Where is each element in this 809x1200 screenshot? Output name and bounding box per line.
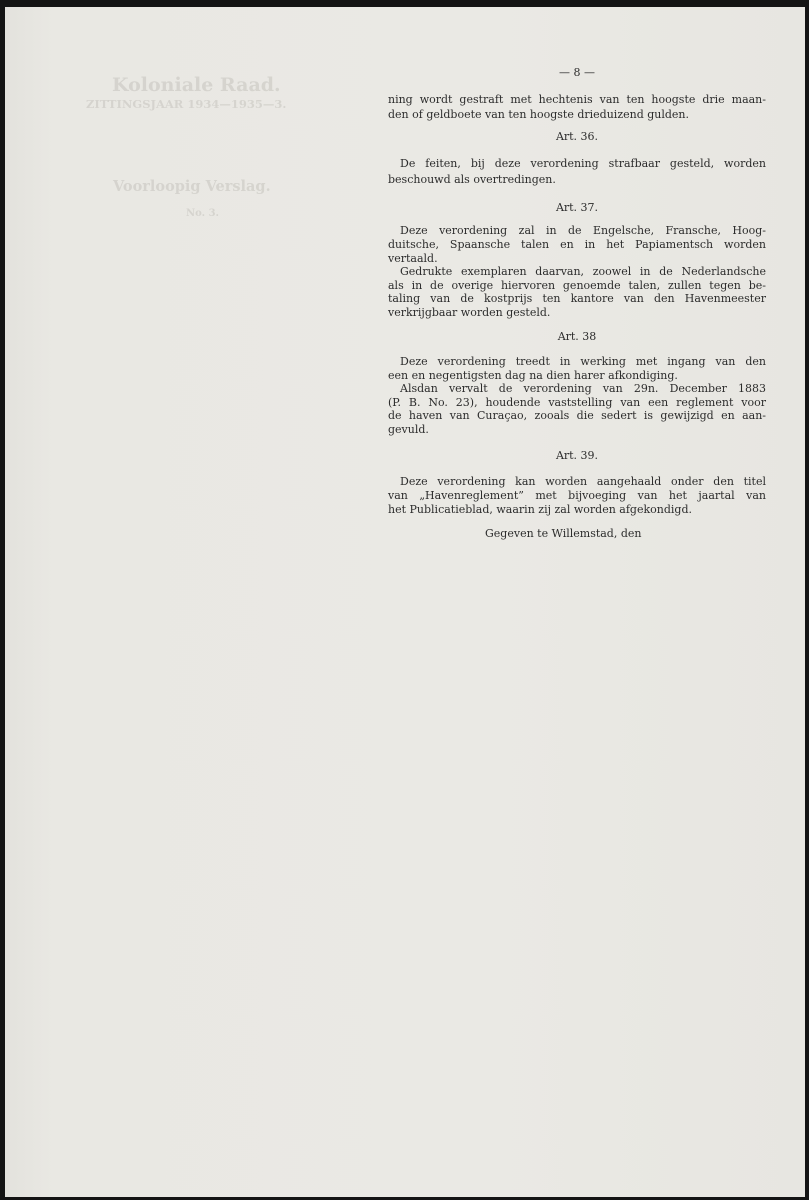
body-line: Alsdan vervalt de verordening van 29n. December 1883 bbox=[400, 382, 766, 395]
offset-print-number: No. 3. bbox=[186, 208, 220, 219]
article-heading: Art. 38 bbox=[557, 330, 597, 343]
closing-line: Gegeven te Willemstad, den bbox=[485, 527, 642, 540]
body-line: (P. B. No. 23), houdende vaststelling van een reglement voor bbox=[388, 396, 766, 409]
body-line: gevuld. bbox=[388, 423, 429, 436]
body-line: het Publicatieblad, waarin zij zal worden afgekondigd. bbox=[388, 503, 692, 516]
body-line: van „Havenreglement” met bijvoeging van het jaartal van bbox=[388, 489, 766, 502]
body-line: als in de overige hiervoren genoemde talen, zullen tegen be- bbox=[388, 279, 766, 292]
body-line: den of geldboete van ten hoogste drieduizend gulden. bbox=[388, 108, 690, 121]
body-line: Gedrukte exemplaren daarvan, zoowel in de Nederlandsche bbox=[400, 265, 766, 278]
article-heading: Art. 36. bbox=[555, 130, 599, 143]
body-line: duitsche, Spaansche talen en in het Papiamentsch worden bbox=[388, 238, 766, 251]
body-line: de haven van Curaçao, zooals die sedert is gewijzigd en aan- bbox=[388, 409, 766, 422]
article-heading: Art. 39. bbox=[555, 449, 599, 462]
body-line: Deze verordening kan worden aangehaald onder den titel bbox=[400, 475, 766, 488]
body-line: Deze verordening zal in de Engelsche, Fransche, Hoog- bbox=[400, 224, 766, 237]
body-line: vertaald. bbox=[388, 252, 438, 265]
article-heading: Art. 37. bbox=[555, 201, 599, 214]
body-line: een en negentigsten dag na dien harer afkondiging. bbox=[388, 369, 678, 382]
offset-print-title: Koloniale Raad. bbox=[112, 74, 281, 96]
body-line: beschouwd als overtredingen. bbox=[388, 173, 556, 186]
page-number: — 8 — bbox=[559, 66, 595, 79]
body-line: verkrijgbaar worden gesteld. bbox=[388, 306, 551, 319]
body-line: taling van de kostprijs ten kantore van den Havenmeester bbox=[388, 292, 766, 305]
body-line: ning wordt gestraft met hechtenis van ten hoogste drie maan- bbox=[388, 93, 766, 106]
body-line: De feiten, bij deze verordening strafbaar gesteld, worden bbox=[400, 157, 766, 170]
body-line: Deze verordening treedt in werking met ingang van den bbox=[400, 355, 766, 368]
offset-print-report: Voorloopig Verslag. bbox=[113, 178, 271, 195]
offset-print-session: ZITTINGSJAAR 1934—1935—3. bbox=[86, 97, 287, 111]
